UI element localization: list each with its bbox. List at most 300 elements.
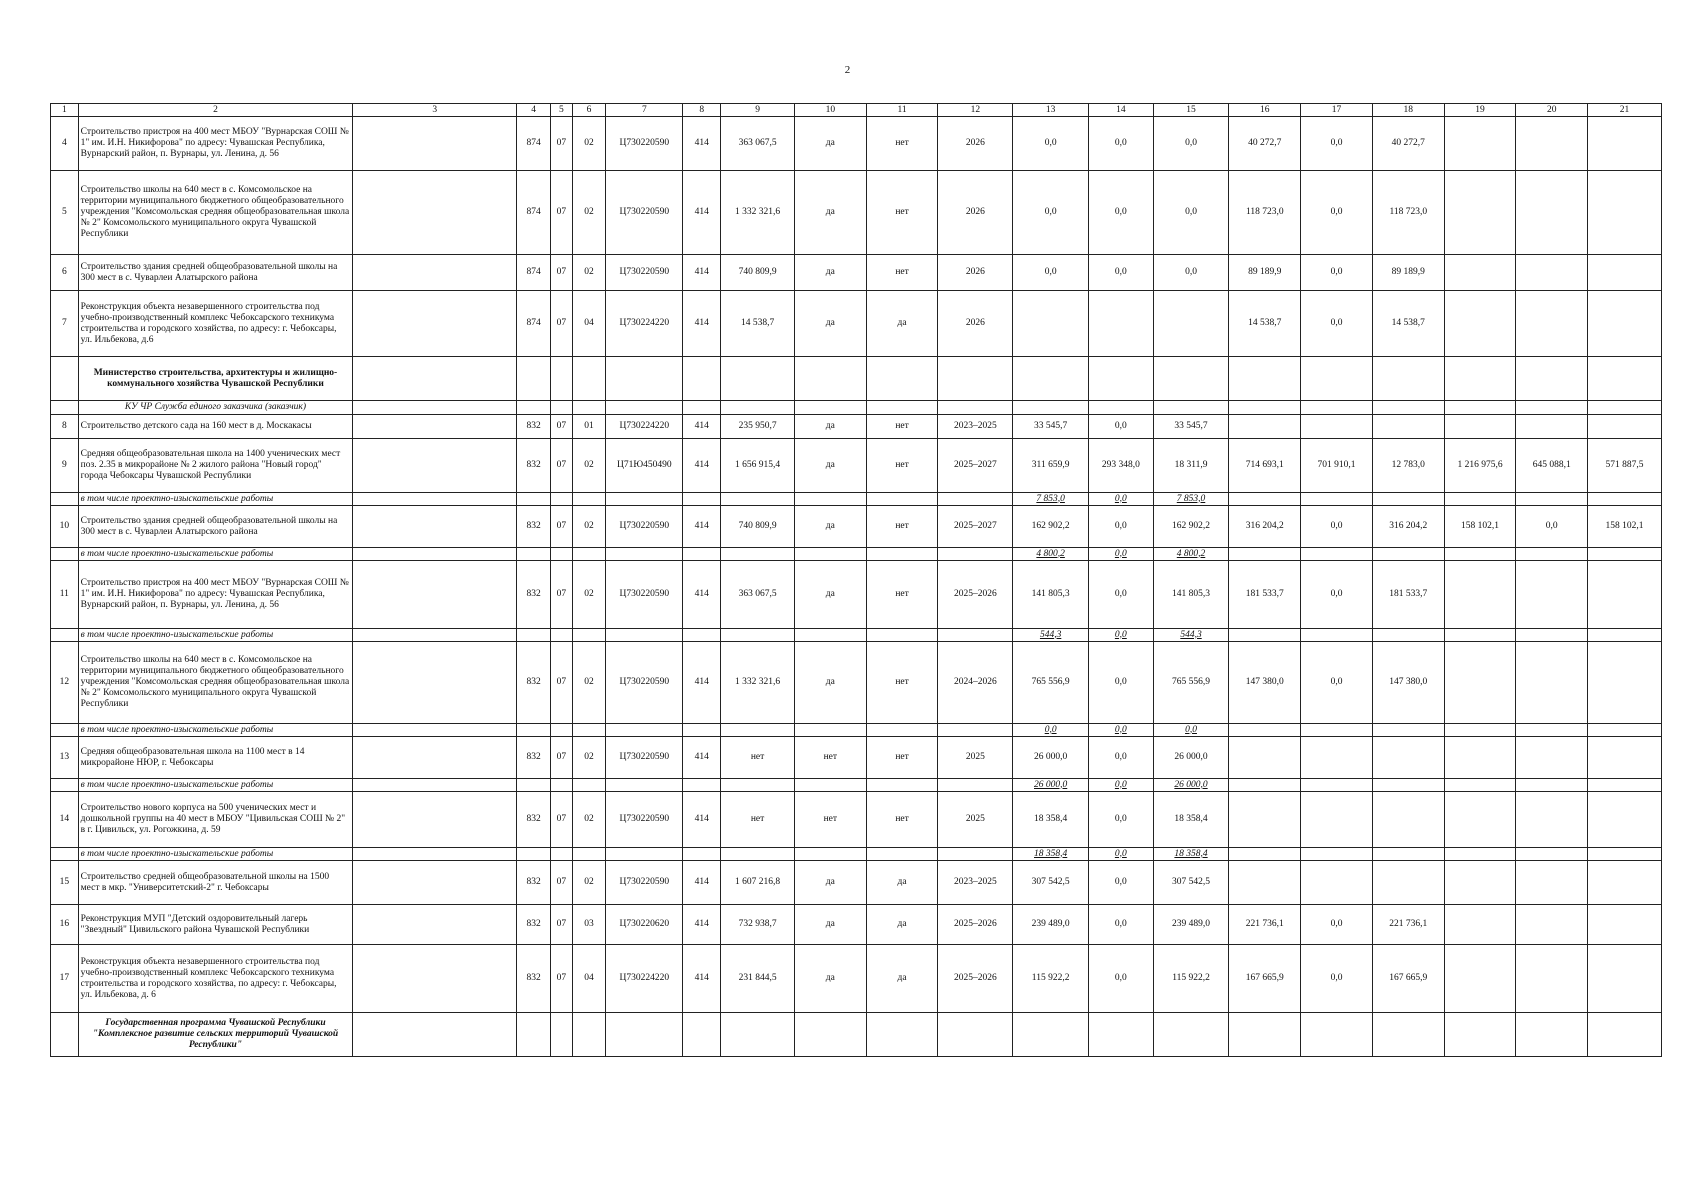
cell-col-5: 07 [551, 561, 573, 629]
design-works-label: в том числе проектно-изыскательские работы [78, 493, 353, 506]
column-number-5: 5 [551, 104, 573, 117]
cell-col-9: 1 607 216,8 [721, 861, 795, 905]
cell-col-14: 0,0 [1089, 945, 1154, 1013]
cell-col-15: 33 545,7 [1153, 415, 1229, 439]
design-works-value: 0,0 [1089, 724, 1154, 737]
design-works-row [51, 848, 1662, 861]
cell-col-13: 141 805,3 [1013, 561, 1089, 629]
cell-col-15: 0,0 [1153, 171, 1229, 255]
cell-col-6: 02 [572, 171, 606, 255]
row-number: 12 [51, 642, 79, 724]
cell-col-16 [1229, 415, 1301, 439]
cell-col-8: 414 [683, 792, 721, 848]
cell-col-8: 414 [683, 439, 721, 493]
cell-col-15 [1153, 291, 1229, 357]
design-works-value: 0,0 [1153, 724, 1229, 737]
cell-col-21 [1588, 415, 1662, 439]
cell-col-8: 414 [683, 561, 721, 629]
cell-col-20 [1516, 117, 1588, 171]
cell-col-18: 181 533,7 [1372, 561, 1444, 629]
cell-col-19 [1444, 642, 1516, 724]
cell-col-16 [1229, 861, 1301, 905]
cell-col-19 [1444, 792, 1516, 848]
object-row [51, 561, 1662, 629]
cell-col-13: 307 542,5 [1013, 861, 1089, 905]
cell-col-6: 04 [572, 291, 606, 357]
cell-col-13: 0,0 [1013, 255, 1089, 291]
cell-col-3 [353, 117, 517, 171]
cell-col-21 [1588, 945, 1662, 1013]
cell-col-9: нет [721, 792, 795, 848]
cell-col-7: Ц71Ю450490 [606, 439, 683, 493]
cell-col-10: да [794, 561, 866, 629]
section-header-row [51, 401, 1662, 415]
investment-objects-table [50, 103, 1662, 1057]
cell-col-3 [353, 642, 517, 724]
cell-col-21 [1588, 561, 1662, 629]
row-number: 17 [51, 945, 79, 1013]
cell-col-9: 14 538,7 [721, 291, 795, 357]
cell-col-13: 18 358,4 [1013, 792, 1089, 848]
cell-col-18: 221 736,1 [1372, 905, 1444, 945]
row-number: 4 [51, 117, 79, 171]
object-name: Строительство здания средней общеобразовательной школы на 300 мест в с. Чуварлеи Алатырского района [78, 506, 353, 548]
cell-col-7: Ц730220590 [606, 861, 683, 905]
cell-col-3 [353, 255, 517, 291]
section-title: КУ ЧР Служба единого заказчика (заказчик) [78, 401, 353, 415]
object-name: Реконструкция МУП "Детский оздоровительный лагерь "Звездный" Цивильского района Чувашской Республики [78, 905, 353, 945]
design-works-value: 544,3 [1153, 629, 1229, 642]
row-number: 14 [51, 792, 79, 848]
object-row [51, 861, 1662, 905]
cell-col-21 [1588, 171, 1662, 255]
cell-col-17: 0,0 [1301, 506, 1373, 548]
cell-col-7: Ц730220590 [606, 792, 683, 848]
cell-col-6: 02 [572, 255, 606, 291]
cell-col-16: 181 533,7 [1229, 561, 1301, 629]
cell-col-6: 02 [572, 861, 606, 905]
cell-col-13: 765 556,9 [1013, 642, 1089, 724]
section-title: Министерство строительства, архитектуры и жилищно-коммунального хозяйства Чувашской Республики [78, 357, 353, 401]
cell-col-3 [353, 171, 517, 255]
design-works-value: 18 358,4 [1153, 848, 1229, 861]
cell-col-7: Ц730224220 [606, 291, 683, 357]
design-works-row [51, 629, 1662, 642]
cell-col-12: 2025–2026 [938, 905, 1013, 945]
cell-col-14: 293 348,0 [1089, 439, 1154, 493]
cell-col-5: 07 [551, 945, 573, 1013]
cell-col-4: 832 [517, 792, 551, 848]
cell-col-12: 2026 [938, 255, 1013, 291]
cell-col-17: 0,0 [1301, 291, 1373, 357]
cell-col-11: нет [866, 506, 938, 548]
cell-col-4: 874 [517, 255, 551, 291]
cell-col-21: 158 102,1 [1588, 506, 1662, 548]
cell-col-11: да [866, 861, 938, 905]
cell-col-10: нет [794, 737, 866, 779]
object-name: Реконструкция объекта незавершенного строительства под учебно-производственный комплекс Чебоксарского техникума строительства и городского хозяйства, по адресу: г. Чебоксары, ул. Ильбекова, д. 6 [78, 945, 353, 1013]
column-number-17: 17 [1301, 104, 1373, 117]
cell-col-3 [353, 415, 517, 439]
cell-col-12: 2024–2026 [938, 642, 1013, 724]
cell-col-11: нет [866, 792, 938, 848]
cell-col-11: да [866, 291, 938, 357]
design-works-value: 7 853,0 [1013, 493, 1089, 506]
object-name: Средняя общеобразовательная школа на 1100 мест в 14 микрорайоне НЮР, г. Чебоксары [78, 737, 353, 779]
cell-col-17: 701 910,1 [1301, 439, 1373, 493]
cell-col-10: нет [794, 792, 866, 848]
cell-col-8: 414 [683, 291, 721, 357]
cell-col-8: 414 [683, 415, 721, 439]
cell-col-11: нет [866, 642, 938, 724]
cell-col-6: 02 [572, 439, 606, 493]
cell-col-15: 0,0 [1153, 117, 1229, 171]
cell-col-15: 26 000,0 [1153, 737, 1229, 779]
design-works-value: 18 358,4 [1013, 848, 1089, 861]
cell-col-9: 231 844,5 [721, 945, 795, 1013]
column-number-12: 12 [938, 104, 1013, 117]
design-works-value: 0,0 [1089, 848, 1154, 861]
cell-col-16: 118 723,0 [1229, 171, 1301, 255]
object-name: Строительство школы на 640 мест в с. Комсомольское на территории муниципального бюджетного общеобразовательного учреждения "Комсомольская средняя общеобразовательная школа № 2" Комсомольского муниципального округа Чувашской Республики [78, 171, 353, 255]
cell-col-17: 0,0 [1301, 561, 1373, 629]
cell-col-12: 2026 [938, 291, 1013, 357]
column-number-10: 10 [794, 104, 866, 117]
cell-col-8: 414 [683, 117, 721, 171]
cell-col-6: 01 [572, 415, 606, 439]
cell-col-10: да [794, 642, 866, 724]
cell-col-12: 2025–2026 [938, 945, 1013, 1013]
cell-col-17: 0,0 [1301, 117, 1373, 171]
cell-col-15: 0,0 [1153, 255, 1229, 291]
object-name: Строительство средней общеобразовательной школы на 1500 мест в мкр. "Университетский-2" г. Чебоксары [78, 861, 353, 905]
cell-col-18: 118 723,0 [1372, 171, 1444, 255]
design-works-row [51, 493, 1662, 506]
cell-col-17: 0,0 [1301, 255, 1373, 291]
cell-col-19 [1444, 117, 1516, 171]
column-number-19: 19 [1444, 104, 1516, 117]
object-row [51, 642, 1662, 724]
design-works-value: 26 000,0 [1153, 779, 1229, 792]
cell-col-4: 832 [517, 642, 551, 724]
design-works-row [51, 779, 1662, 792]
section-title: Государственная программа Чувашской Республики "Комплексное развитие сельских территорий Чувашской Республики" [78, 1013, 353, 1057]
cell-col-10: да [794, 255, 866, 291]
cell-col-14: 0,0 [1089, 905, 1154, 945]
object-row [51, 439, 1662, 493]
cell-col-20 [1516, 905, 1588, 945]
design-works-row [51, 548, 1662, 561]
cell-col-19: 158 102,1 [1444, 506, 1516, 548]
design-works-value: 0,0 [1089, 629, 1154, 642]
cell-col-13: 239 489,0 [1013, 905, 1089, 945]
row-number: 9 [51, 439, 79, 493]
cell-col-15: 765 556,9 [1153, 642, 1229, 724]
cell-col-11: нет [866, 415, 938, 439]
row-number: 16 [51, 905, 79, 945]
cell-col-20 [1516, 415, 1588, 439]
cell-col-4: 832 [517, 439, 551, 493]
section-header-row [51, 357, 1662, 401]
cell-col-5: 07 [551, 291, 573, 357]
cell-col-7: Ц730220590 [606, 561, 683, 629]
cell-col-20 [1516, 171, 1588, 255]
cell-col-4: 832 [517, 737, 551, 779]
object-row [51, 737, 1662, 779]
cell-col-17: 0,0 [1301, 171, 1373, 255]
cell-col-7: Ц730224220 [606, 945, 683, 1013]
row-number: 5 [51, 171, 79, 255]
cell-col-9: 1 656 915,4 [721, 439, 795, 493]
cell-col-12: 2025 [938, 737, 1013, 779]
cell-col-20 [1516, 255, 1588, 291]
cell-col-13: 0,0 [1013, 117, 1089, 171]
column-number-9: 9 [721, 104, 795, 117]
cell-col-3 [353, 291, 517, 357]
cell-col-4: 832 [517, 415, 551, 439]
cell-col-4: 874 [517, 117, 551, 171]
cell-col-17 [1301, 415, 1373, 439]
design-works-value: 4 800,2 [1013, 548, 1089, 561]
cell-col-3 [353, 861, 517, 905]
cell-col-7: Ц730220590 [606, 171, 683, 255]
cell-col-17 [1301, 861, 1373, 905]
design-works-value: 26 000,0 [1013, 779, 1089, 792]
column-number-1: 1 [51, 104, 79, 117]
cell-col-6: 02 [572, 737, 606, 779]
object-row [51, 945, 1662, 1013]
cell-col-7: Ц730220620 [606, 905, 683, 945]
row-number: 11 [51, 561, 79, 629]
row-number: 15 [51, 861, 79, 905]
design-works-row [51, 724, 1662, 737]
cell-col-11: нет [866, 439, 938, 493]
cell-col-18: 12 783,0 [1372, 439, 1444, 493]
design-works-value: 0,0 [1089, 779, 1154, 792]
cell-col-14: 0,0 [1089, 737, 1154, 779]
cell-col-19 [1444, 255, 1516, 291]
cell-col-12: 2023–2025 [938, 415, 1013, 439]
cell-col-3 [353, 737, 517, 779]
cell-col-18: 147 380,0 [1372, 642, 1444, 724]
cell-col-11: да [866, 945, 938, 1013]
cell-col-5: 07 [551, 861, 573, 905]
cell-col-10: да [794, 905, 866, 945]
row-number: 10 [51, 506, 79, 548]
cell-col-16: 714 693,1 [1229, 439, 1301, 493]
cell-col-12: 2023–2025 [938, 861, 1013, 905]
cell-col-21 [1588, 737, 1662, 779]
cell-col-14: 0,0 [1089, 642, 1154, 724]
design-works-value: 7 853,0 [1153, 493, 1229, 506]
cell-col-4: 874 [517, 171, 551, 255]
cell-col-18: 167 665,9 [1372, 945, 1444, 1013]
cell-col-19 [1444, 905, 1516, 945]
column-number-14: 14 [1089, 104, 1154, 117]
cell-col-21 [1588, 642, 1662, 724]
design-works-label: в том числе проектно-изыскательские работы [78, 629, 353, 642]
cell-col-7: Ц730220590 [606, 117, 683, 171]
cell-col-20 [1516, 561, 1588, 629]
object-name: Средняя общеобразовательная школа на 1400 ученических мест поз. 2.35 в микрорайоне № 2 жилого района "Новый город" города Чебоксары Чувашской Республики [78, 439, 353, 493]
row-number: 13 [51, 737, 79, 779]
cell-col-15: 141 805,3 [1153, 561, 1229, 629]
cell-col-17 [1301, 737, 1373, 779]
cell-col-3 [353, 506, 517, 548]
cell-col-4: 832 [517, 905, 551, 945]
cell-col-6: 02 [572, 117, 606, 171]
cell-col-16: 167 665,9 [1229, 945, 1301, 1013]
cell-col-19 [1444, 737, 1516, 779]
cell-col-9: 1 332 321,6 [721, 642, 795, 724]
cell-col-5: 07 [551, 506, 573, 548]
cell-col-14 [1089, 291, 1154, 357]
cell-col-9: 363 067,5 [721, 117, 795, 171]
object-row [51, 291, 1662, 357]
cell-col-20: 645 088,1 [1516, 439, 1588, 493]
cell-col-13 [1013, 291, 1089, 357]
cell-col-11: нет [866, 737, 938, 779]
cell-col-20 [1516, 945, 1588, 1013]
cell-col-17: 0,0 [1301, 905, 1373, 945]
cell-col-3 [353, 792, 517, 848]
cell-col-7: Ц730220590 [606, 737, 683, 779]
cell-col-8: 414 [683, 737, 721, 779]
cell-col-16 [1229, 792, 1301, 848]
cell-col-10: да [794, 439, 866, 493]
cell-col-12: 2025 [938, 792, 1013, 848]
cell-col-5: 07 [551, 737, 573, 779]
design-works-value: 4 800,2 [1153, 548, 1229, 561]
cell-col-17: 0,0 [1301, 642, 1373, 724]
cell-col-14: 0,0 [1089, 255, 1154, 291]
design-works-value: 0,0 [1089, 493, 1154, 506]
section-header-row [51, 1013, 1662, 1057]
cell-col-14: 0,0 [1089, 506, 1154, 548]
object-row [51, 792, 1662, 848]
cell-col-7: Ц730224220 [606, 415, 683, 439]
cell-col-4: 832 [517, 506, 551, 548]
design-works-label: в том числе проектно-изыскательские работы [78, 848, 353, 861]
design-works-value: 0,0 [1013, 724, 1089, 737]
cell-col-5: 07 [551, 255, 573, 291]
cell-col-3 [353, 561, 517, 629]
cell-col-10: да [794, 506, 866, 548]
column-number-11: 11 [866, 104, 938, 117]
cell-col-14: 0,0 [1089, 792, 1154, 848]
cell-col-13: 26 000,0 [1013, 737, 1089, 779]
cell-col-8: 414 [683, 905, 721, 945]
cell-col-18 [1372, 415, 1444, 439]
cell-col-5: 07 [551, 439, 573, 493]
column-number-6: 6 [572, 104, 606, 117]
cell-col-15: 162 902,2 [1153, 506, 1229, 548]
column-number-16: 16 [1229, 104, 1301, 117]
column-number-21: 21 [1588, 104, 1662, 117]
cell-col-18 [1372, 737, 1444, 779]
cell-col-7: Ц730220590 [606, 642, 683, 724]
cell-col-21 [1588, 291, 1662, 357]
cell-col-20 [1516, 642, 1588, 724]
cell-col-11: нет [866, 561, 938, 629]
cell-col-19 [1444, 171, 1516, 255]
cell-col-15: 18 311,9 [1153, 439, 1229, 493]
cell-col-14: 0,0 [1089, 861, 1154, 905]
cell-col-19 [1444, 945, 1516, 1013]
cell-col-14: 0,0 [1089, 415, 1154, 439]
cell-col-19 [1444, 561, 1516, 629]
cell-col-15: 18 358,4 [1153, 792, 1229, 848]
cell-col-11: нет [866, 171, 938, 255]
cell-col-8: 414 [683, 171, 721, 255]
cell-col-8: 414 [683, 861, 721, 905]
cell-col-20 [1516, 737, 1588, 779]
cell-col-5: 07 [551, 642, 573, 724]
cell-col-8: 414 [683, 642, 721, 724]
cell-col-6: 03 [572, 905, 606, 945]
cell-col-12: 2025–2027 [938, 506, 1013, 548]
cell-col-6: 02 [572, 642, 606, 724]
cell-col-14: 0,0 [1089, 561, 1154, 629]
cell-col-5: 07 [551, 415, 573, 439]
cell-col-15: 307 542,5 [1153, 861, 1229, 905]
cell-col-17 [1301, 792, 1373, 848]
design-works-label: в том числе проектно-изыскательские работы [78, 724, 353, 737]
cell-col-11: нет [866, 117, 938, 171]
cell-col-10: да [794, 415, 866, 439]
cell-col-16: 147 380,0 [1229, 642, 1301, 724]
cell-col-11: нет [866, 255, 938, 291]
row-number: 8 [51, 415, 79, 439]
column-number-4: 4 [517, 104, 551, 117]
cell-col-4: 832 [517, 861, 551, 905]
cell-col-6: 02 [572, 561, 606, 629]
cell-col-5: 07 [551, 792, 573, 848]
cell-col-9: нет [721, 737, 795, 779]
object-name: Реконструкция объекта незавершенного строительства под учебно-производственный комплекс Чебоксарского техникума строительства и городского хозяйства, по адресу: г. Чебоксары, ул. Ильбекова, д.6 [78, 291, 353, 357]
object-row [51, 506, 1662, 548]
column-number-3: 3 [353, 104, 517, 117]
cell-col-18 [1372, 792, 1444, 848]
cell-col-21: 571 887,5 [1588, 439, 1662, 493]
cell-col-12: 2026 [938, 171, 1013, 255]
cell-col-9: 740 809,9 [721, 506, 795, 548]
cell-col-5: 07 [551, 117, 573, 171]
cell-col-12: 2026 [938, 117, 1013, 171]
cell-col-19 [1444, 415, 1516, 439]
cell-col-20: 0,0 [1516, 506, 1588, 548]
column-number-13: 13 [1013, 104, 1089, 117]
cell-col-11: да [866, 905, 938, 945]
object-name: Строительство здания средней общеобразовательной школы на 300 мест в с. Чуварлеи Алатырского района [78, 255, 353, 291]
cell-col-18: 14 538,7 [1372, 291, 1444, 357]
cell-col-17: 0,0 [1301, 945, 1373, 1013]
cell-col-20 [1516, 792, 1588, 848]
cell-col-3 [353, 905, 517, 945]
page-number: 2 [844, 64, 851, 76]
cell-col-4: 832 [517, 561, 551, 629]
cell-col-19: 1 216 975,6 [1444, 439, 1516, 493]
cell-col-4: 874 [517, 291, 551, 357]
cell-col-4: 832 [517, 945, 551, 1013]
cell-col-9: 740 809,9 [721, 255, 795, 291]
cell-col-10: да [794, 945, 866, 1013]
cell-col-9: 1 332 321,6 [721, 171, 795, 255]
cell-col-16: 316 204,2 [1229, 506, 1301, 548]
column-number-18: 18 [1372, 104, 1444, 117]
cell-col-14: 0,0 [1089, 171, 1154, 255]
object-name: Строительство пристроя на 400 мест МБОУ "Вурнарская СОШ № 1" им. И.Н. Никифорова" по адресу: Чувашская Республика, Вурнарский район, п. Вурнары, ул. Ленина, д. 56 [78, 117, 353, 171]
